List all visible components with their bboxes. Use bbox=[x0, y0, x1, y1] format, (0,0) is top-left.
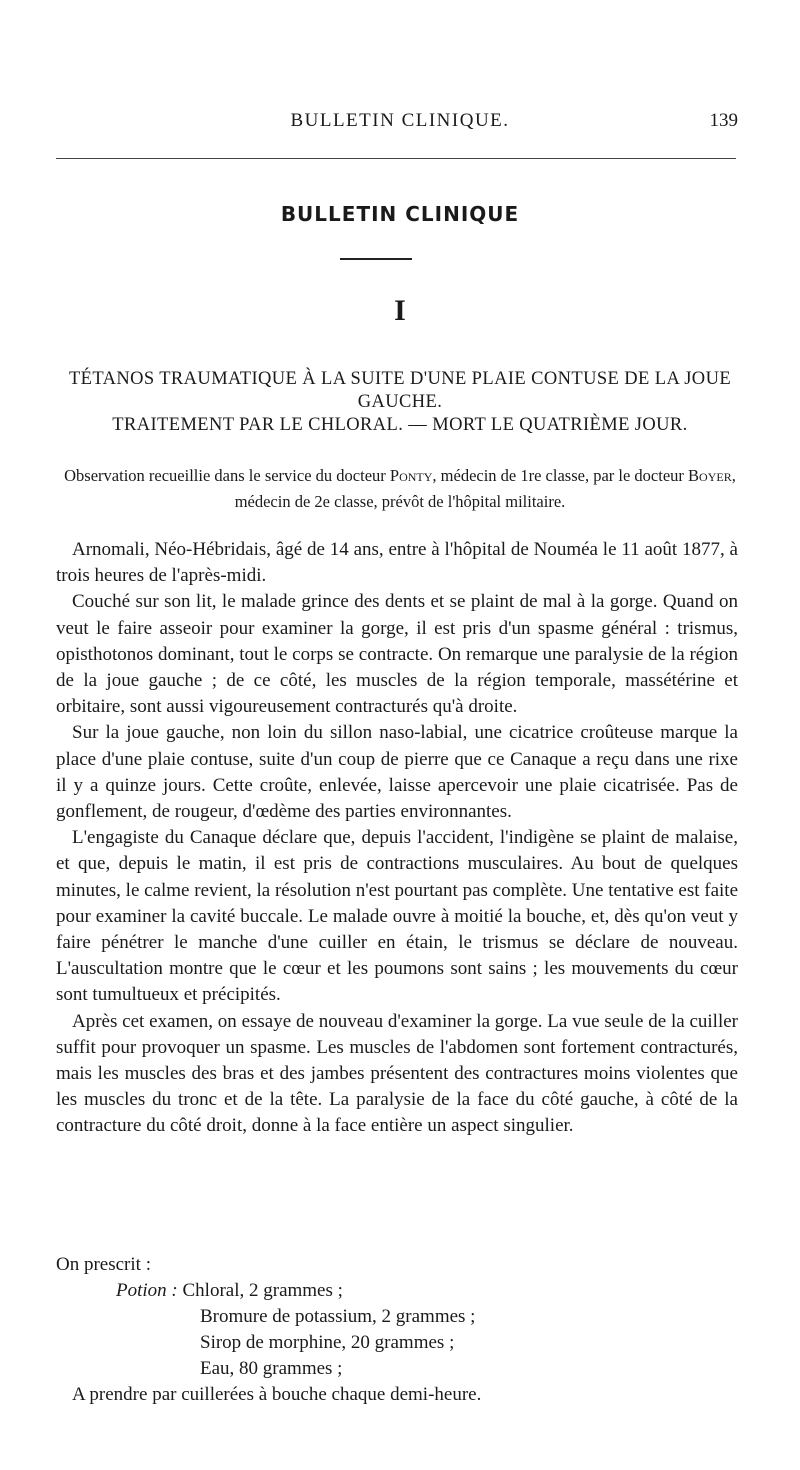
prescription-item: Eau, 80 grammes ; bbox=[200, 1358, 343, 1379]
doctor-name-ponty: Ponty bbox=[389, 466, 433, 485]
paragraph: Sur la joue gauche, non loin du sillon naso-labial, une cicatrice croûteuse marque la place d'une plaie contuse, suite d'un coup de pierre que ce Canaque a reçu dans une rixe il y a quinze jours. Cette croûte, enlevée, laisse apercevoir une plaie cicatrisée. Pas de gonflement, de rougeur, d'œdème des parties environnantes. bbox=[56, 722, 738, 823]
page-number: 139 bbox=[709, 110, 738, 131]
observation-note bbox=[58, 463, 742, 515]
paragraph: Couché sur son lit, le malade grince des dents et se plaint de mal à la gorge. Quand on veut le faire asseoir pour examiner la gorge, il est pris d'un spasme général : trismus, opisthotonos dominant, tout le corps se contracte. On remarque une paralysie de la région de la joue gauche ; de ce côté, les muscles de la région temporale, massétérine et orbitaire, sont aussi vigoureusement contracturés qu'à droite. bbox=[56, 591, 738, 718]
observation-text-3: , médecin de 2e classe, prévôt de l'hôpital militaire. bbox=[234, 466, 736, 511]
section-title: BULLETIN CLINIQUE bbox=[280, 202, 520, 226]
prescription-item: Sirop de morphine, 20 grammes ; bbox=[200, 1332, 455, 1353]
potion-label: Potion : bbox=[116, 1280, 178, 1301]
prescription-intro: On prescrit : bbox=[56, 1254, 151, 1275]
header-rule bbox=[56, 158, 736, 159]
running-title: BULLETIN CLINIQUE. bbox=[290, 110, 510, 131]
section-numeral: I bbox=[394, 294, 406, 327]
running-header bbox=[0, 110, 800, 140]
article-title-line-2: TRAITEMENT PAR LE CHLORAL. — MORT LE QUATRIÈME JOUR. bbox=[112, 415, 688, 435]
paragraph: L'engagiste du Canaque déclare que, depuis l'accident, l'indigène se plaint de malaise, et que, depuis le matin, il est pris de contractions musculaires. Au bout de quelques minutes, le calme revient, la résolution n'est pourtant pas complète. Une tentative est faite pour examiner la cavité buccale. Le malade ouvre à moitié la bouche, et, dès qu'on veut y faire pénétrer le manche d'une cuiller en étain, le trismus se déclare de nouveau. L'auscultation montre que le cœur et les poumons sont sains ; les mouvements du cœur sont tumultueux et précipités. bbox=[56, 827, 738, 1006]
prescription bbox=[56, 1254, 716, 1382]
prescription-item: Bromure de potassium, 2 grammes ; bbox=[200, 1306, 476, 1327]
article-title bbox=[40, 368, 760, 437]
body-text bbox=[56, 537, 738, 1140]
section-divider bbox=[340, 258, 412, 260]
observation-text-2: , médecin de 1re classe, par le docteur bbox=[432, 466, 689, 485]
article-title-line-1: TÉTANOS TRAUMATIQUE À LA SUITE D'UNE PLAIE CONTUSE DE LA JOUE GAUCHE. bbox=[68, 369, 732, 412]
prescription-item: Chloral, 2 grammes ; bbox=[182, 1280, 343, 1301]
final-instruction: A prendre par cuillerées à bouche chaque demi-heure. bbox=[72, 1384, 482, 1405]
prescription-line bbox=[116, 1278, 716, 1304]
paragraph: Après cet examen, on essaye de nouveau d'examiner la gorge. La vue seule de la cuiller suffit pour provoquer un spasme. Les muscles de l'abdomen sont fortement contracturés, mais les muscles des bras et des jambes présentent des contractures moins violentes que les muscles du tronc et de la tête. La paralysie de la face du côté gauche, à côté de la contracture du côté droit, donne à la face entière un aspect singulier. bbox=[56, 1010, 738, 1137]
observation-text-1: Observation recueillie dans le service du docteur bbox=[64, 466, 390, 485]
paragraph: Arnomali, Néo-Hébridais, âgé de 14 ans, entre à l'hôpital de Nouméa le 11 août 1877, à trois heures de l'après-midi. bbox=[56, 539, 738, 587]
doctor-name-boyer: Boyer bbox=[688, 466, 732, 485]
